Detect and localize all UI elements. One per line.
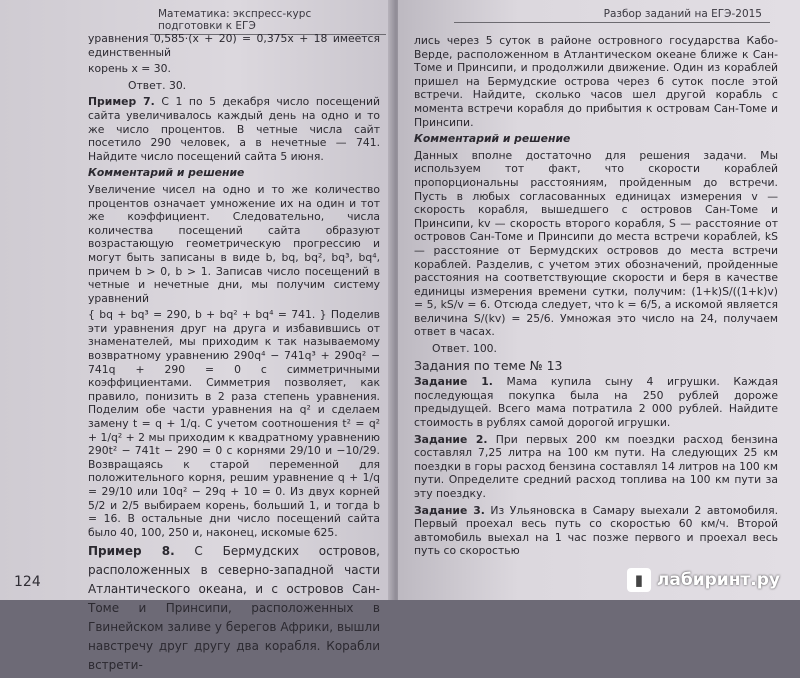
labirint-logo-icon: ▮ bbox=[627, 568, 651, 592]
example-8 bbox=[88, 542, 380, 675]
right-page-text bbox=[414, 34, 778, 561]
right-page bbox=[398, 0, 800, 600]
example-7 bbox=[88, 95, 380, 163]
intro-paragraph: лись через 5 суток в районе островного государства Кабо-Верде, расположенном в Атлантическом океане ближе к Сан-Томе и Принсипи, и продолжили движение. Один из кораблей пришел на Бермудские острова через 6 суток после этой встречи. Найдите, сколько часов шел другой корабль с момента встречи корабля до прибытия к островам Сан-Томе и Принсипи. bbox=[414, 34, 778, 129]
task-2 bbox=[414, 433, 778, 501]
comment-title: Комментарий и решение bbox=[414, 132, 571, 146]
example-8-text: С Бермудских островов, расположенных в северно-западной части Атлантического океана, и с островов Сан-Томе и Принсипи, расположенных в Гвинейском заливе у берегов Африки, вышли навстречу друг другу два корабля. Корабли встрети- bbox=[88, 544, 380, 673]
comment-title: Комментарий и решение bbox=[88, 166, 245, 180]
intro-answer: Ответ. 30. bbox=[128, 78, 187, 92]
task-label: Задание 2. bbox=[414, 432, 488, 446]
page-number: 124 bbox=[14, 574, 41, 590]
task-label: Задание 1. bbox=[414, 375, 493, 389]
example-8-label: Пример 8. bbox=[88, 544, 175, 559]
left-page-text bbox=[88, 32, 380, 678]
intro-line: уравнения 0,585·(x + 20) = 0,375x + 18 имеется единственный bbox=[88, 32, 380, 59]
answer: Ответ. 100. bbox=[432, 342, 497, 356]
task-text: Из Ульяновска в Самару выехали 2 автомобиля. Первый проехал весь путь со скоростью 60 км/ч. Второй автомобиль выехал на 1 час позже первого и проехал весь путь со скоростью bbox=[414, 503, 779, 558]
section-title: Задания по теме № 13 bbox=[414, 357, 563, 373]
task-label: Задание 3. bbox=[414, 503, 485, 517]
solution-paragraph: Увеличение чисел на одно и то же количество процентов означает умножение их на один и тот же коэффициент. Следовательно, числа количества посещений сайта образуют возрастающую геометрическую прогрессию и могут быть записаны в виде b, bq, bq², bq³, bq⁴, причем b > 0, b > 1. Записав число посещений в четные и нечетные дни, мы получим систему уравнений bbox=[88, 182, 380, 305]
example-7-text: С 1 по 5 декабря число посещений сайта увеличивалось каждый день на одно и то же число процентов. В четные числа сайт посетило 290 человек, а в нечетные — 741. Найдите число посещений сайта 5 июня. bbox=[88, 95, 380, 163]
solution-paragraph: Данных вполне достаточно для решения задачи. Мы используем тот факт, что скорости кораблей пропорциональны расстояниям, пройденным до встречи. Пусть в любых согласованных единицах измерения v — скорость корабля, вышедшего с островов Сан-Томе и Принсипи, kv — скорость второго корабля, S — расстояние от островов Сан-Томе и Принсипи до места встречи кораблей, kS — расстояние от Бермудских островов до места встречи кораблей. Разделив, с учетом этих обозначений, пройденные расстояния на соответствующие скорости и беря в качестве единицы измерения времени сутки, получим: (1+k)S/((1+k)v) = 5, kS/v = 6. Отсюда следует, что k = 6/5, а искомой является величина S/(kv) = 25/6. Умножая это число на 24, получаем ответ в часах. bbox=[414, 148, 778, 339]
task-text: При первых 200 км поездки расход бензина составлял 7,25 литра на 100 км пути. На следующих 25 км поездки в горы расход бензина составлял 14 литров на 100 км пути. Определите средний расход топлива на 100 км пути за эту поездку. bbox=[414, 432, 779, 500]
example-7-label: Пример 7. bbox=[88, 95, 155, 109]
left-page-header: Математика: экспресс-курс подготовки к ЕГЭ bbox=[150, 6, 386, 35]
task-3 bbox=[414, 504, 778, 558]
solution-paragraph: { bq + bq³ = 290, b + bq² + bq⁴ = 741. } Поделив эти уравнения друг на друга и избавившись от знаменателей, мы приходим к так называемому возвратному уравнению 290q⁴ − 741q³ + 290q² − 741q + 290 = 0 с симметричными коэффициентами. Симметрия позволяет, как правило, понизить в 2 раза степень уравнения. Поделим обе части уравнения на q² и сделаем замену t = q + 1/q. С учетом соотношения t² = q² + 1/q² + 2 мы приходим к квадратному уравнению 290t² − 741t − 290 = 0 с корнями 29/10 и −10/29. Возвращаясь к старой переменной для положительного корня, решим уравнение q + 1/q = 29/10 или 10q² − 29q + 10 = 0. Из двух корней 5/2 и 2/5 выбираем корень, больший 1, и тогда b = 16. В остальные дни число посещений сайта было 40, 100, 250 и, наконец, искомые 625. bbox=[88, 308, 380, 539]
left-page bbox=[0, 0, 393, 673]
intro-line: корень x = 30. bbox=[88, 62, 171, 76]
watermark-text: лабиринт.ру bbox=[656, 570, 780, 590]
task-1 bbox=[414, 375, 778, 429]
right-page-header: Разбор заданий на ЕГЭ-2015 bbox=[454, 6, 770, 23]
task-text: Мама купила сыну 4 игрушки. Каждая последующая покупка была на 250 рублей дороже предыдущей. Всего мама потратила 2 000 рублей. Найдите стоимость в рублях самой дорогой игрушки. bbox=[414, 375, 779, 430]
watermark-logo bbox=[627, 568, 780, 592]
